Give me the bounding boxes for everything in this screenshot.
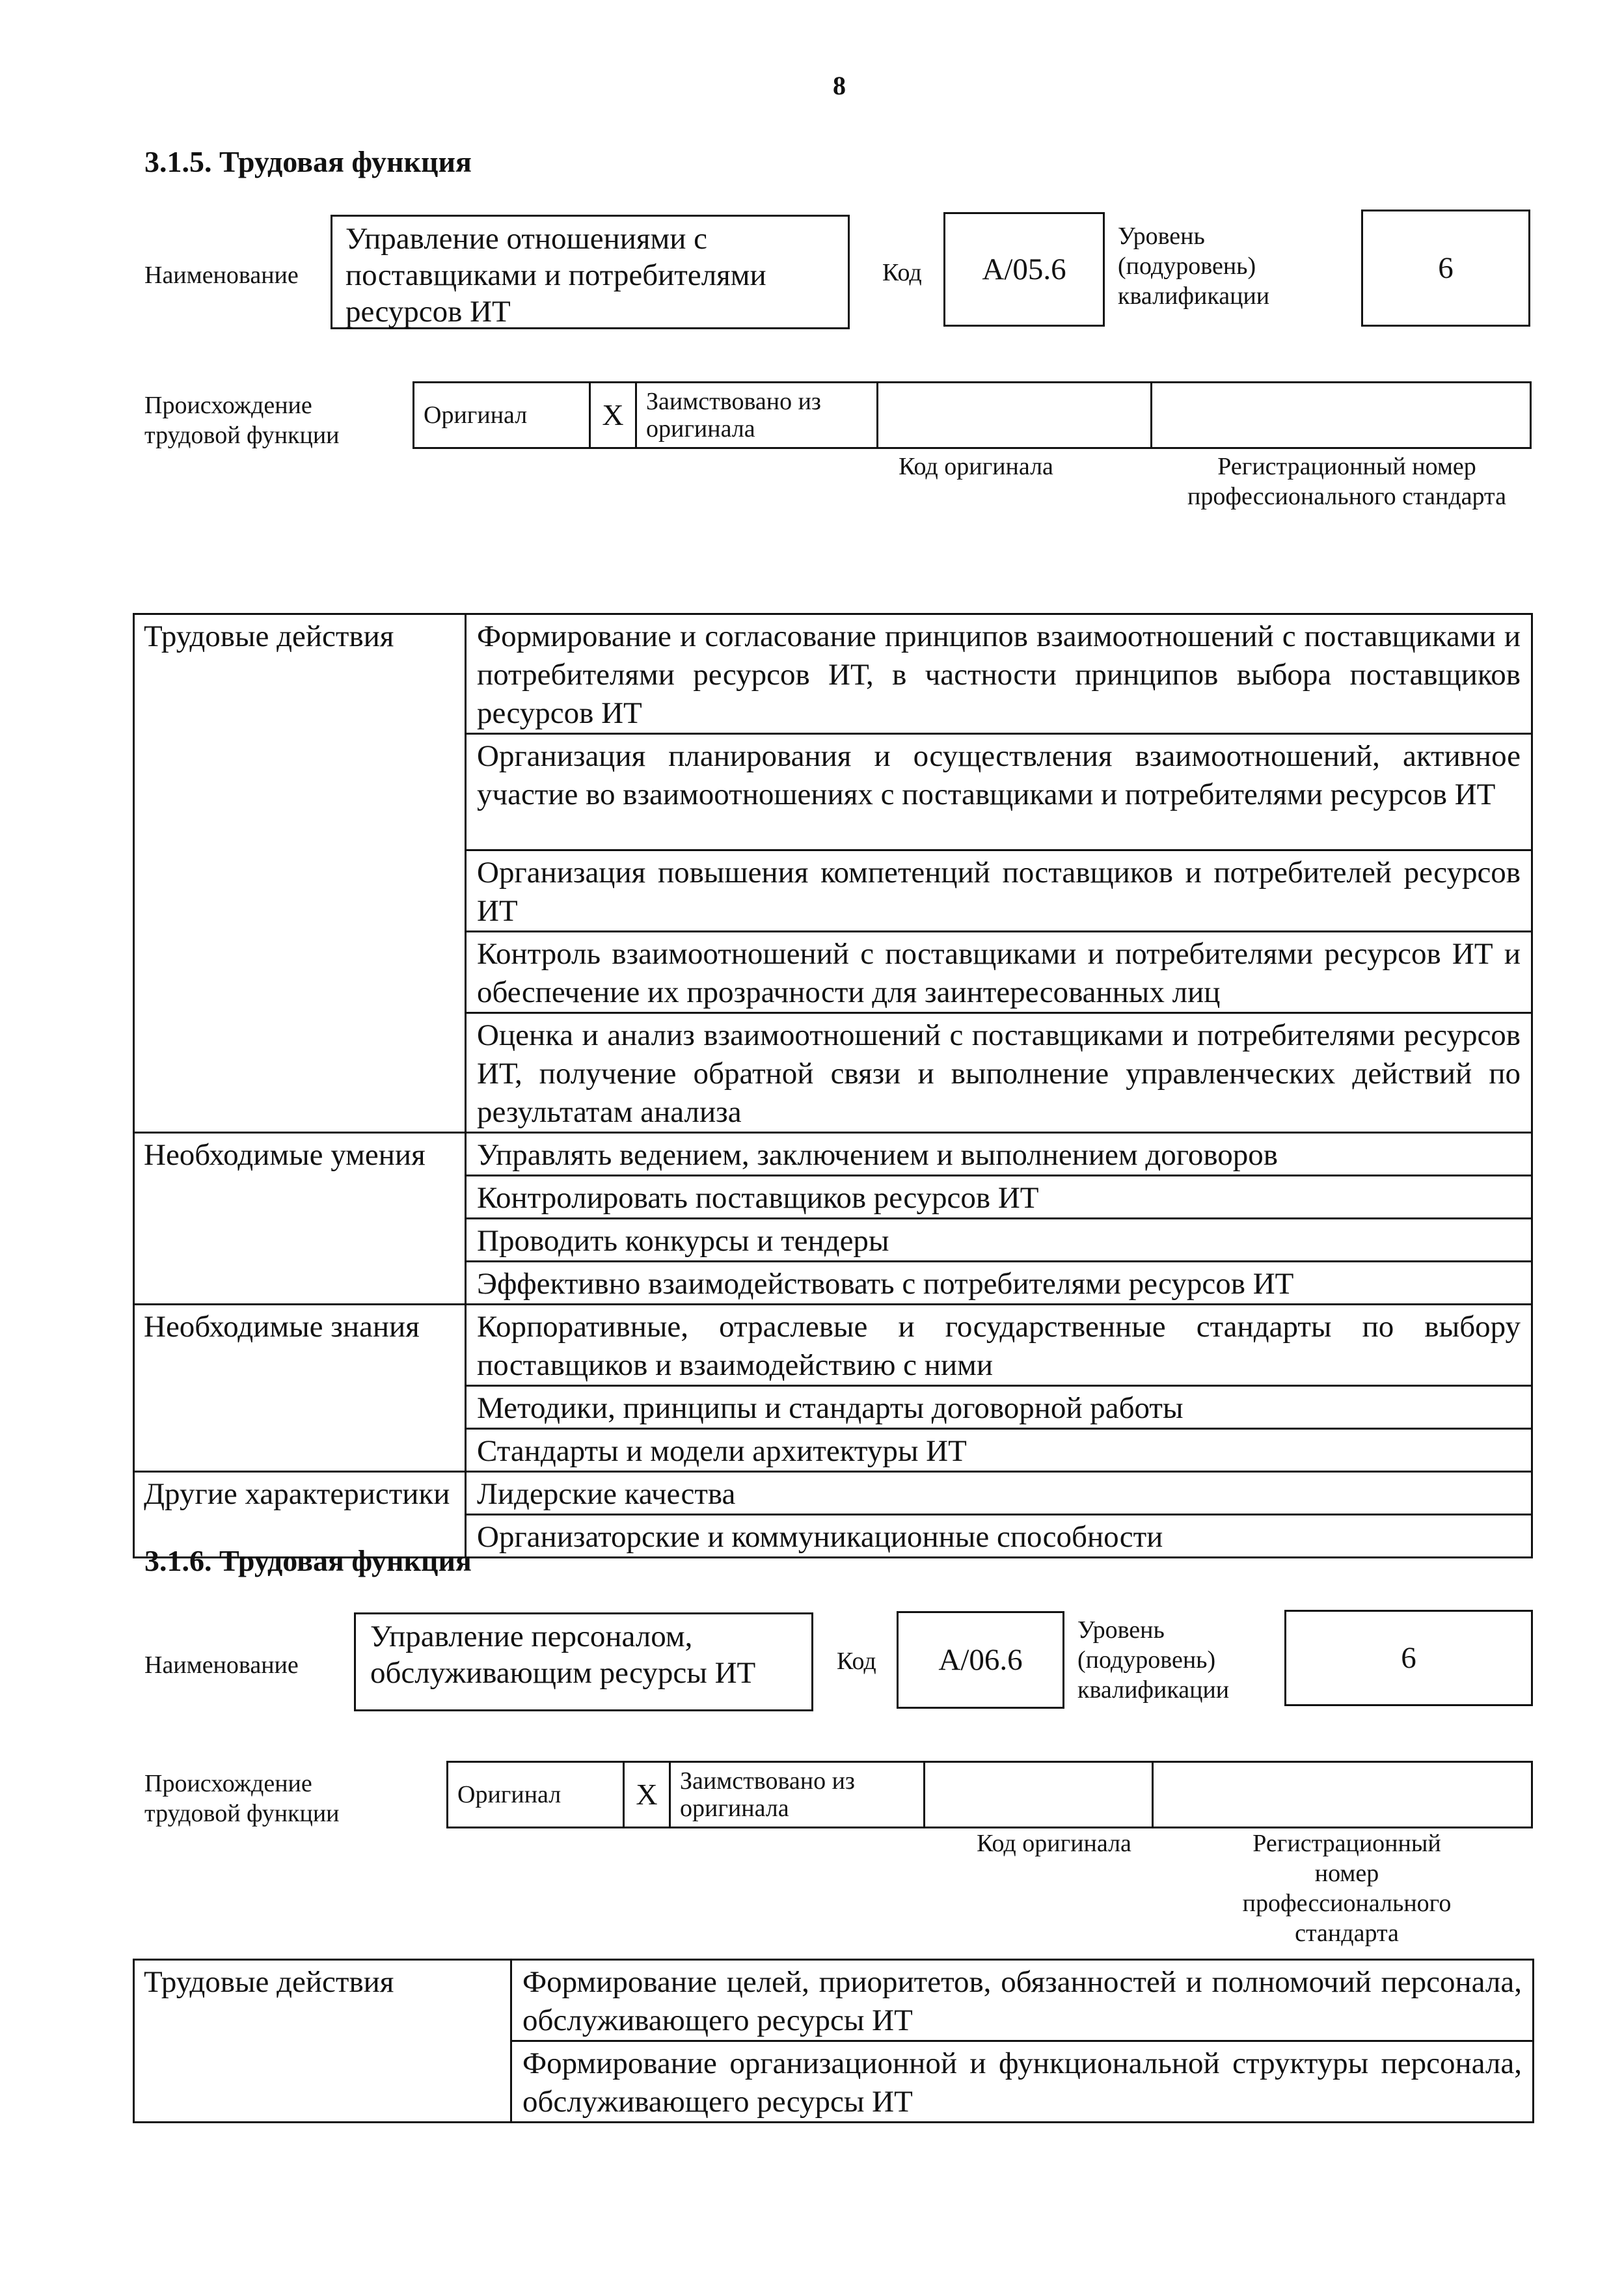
reg-number-cell	[1152, 383, 1531, 448]
borrowed-cell: Заимствовано из оригинала	[670, 1762, 925, 1828]
origin-label: Происхождение трудовой функции	[144, 392, 340, 449]
category-required-knowledge: Необходимые знания	[134, 1305, 466, 1472]
original-cell: Оригинал	[414, 383, 590, 448]
table-cell-item: Эффективно взаимодействовать с потребителями ресурсов ИТ	[466, 1262, 1532, 1305]
table-cell-item: Организация планирования и осуществления взаимоотношений, активное участие во взаимоотношениях с поставщиками и потребителями ресурсов ИТ	[466, 734, 1532, 850]
code-label: Код	[837, 1648, 876, 1675]
reg-number-caption: Регистрационный номер профессионального стандарта	[1242, 1830, 1452, 1947]
reg-number-cell	[1153, 1762, 1532, 1828]
level-label: Уровень (подуровень) квалификации	[1077, 1616, 1230, 1704]
function-details-table-3-1-5	[133, 613, 1533, 1558]
table-cell-item: Оценка и анализ взаимоотношений с поставщиками и потребителями ресурсов ИТ, получение обратной связи и выполнение управленческих действий по результатам анализа	[466, 1013, 1532, 1133]
code-original-caption: Код оригинала	[977, 1830, 1131, 1857]
function-name-box	[331, 215, 850, 329]
code-original-cell	[878, 383, 1152, 448]
table-cell-item: Корпоративные, отраслевые и государственные стандарты по выбору поставщиков и взаимодействию с ними	[466, 1305, 1532, 1386]
table-cell-item: Организация повышения компетенций поставщиков и потребителей ресурсов ИТ	[466, 850, 1532, 932]
function-details-table-3-1-6	[133, 1959, 1534, 2123]
function-name-box	[354, 1612, 813, 1711]
code-box	[943, 212, 1105, 327]
category-labor-actions: Трудовые действия	[134, 1960, 511, 2123]
original-mark: X	[624, 1762, 670, 1828]
reg-number-caption: Регистрационный номер профессионального стандарта	[1187, 453, 1506, 510]
name-label: Наименование	[144, 262, 299, 289]
table-cell-item: Управлять ведением, заключением и выполнением договоров	[466, 1133, 1532, 1176]
code-label: Код	[882, 259, 922, 286]
code-value: A/05.6	[982, 252, 1066, 286]
original-cell: Оригинал	[448, 1762, 624, 1828]
table-cell-item: Методики, принципы и стандарты договорной работы	[466, 1386, 1532, 1429]
table-cell-item: Лидерские качества	[466, 1472, 1532, 1515]
code-value: A/06.6	[938, 1643, 1023, 1677]
category-other-characteristics: Другие характеристики	[134, 1472, 466, 1558]
code-original-caption: Код оригинала	[899, 453, 1053, 480]
origin-table	[413, 381, 1532, 449]
table-cell-item: Стандарты и модели архитектуры ИТ	[466, 1429, 1532, 1472]
table-cell-item: Контроль взаимоотношений с поставщиками и потребителями ресурсов ИТ и обеспечение их прозрачности для заинтересованных лиц	[466, 932, 1532, 1013]
function-name-value: Управление отношениями с поставщиками и потребителями ресурсов ИТ	[345, 222, 766, 329]
original-mark: X	[590, 383, 636, 448]
section-heading-3-1-6: 3.1.6. Трудовая функция	[144, 1544, 472, 1577]
table-cell-item: Формирование целей, приоритетов, обязанностей и полномочий персонала, обслуживающего ресурсы ИТ	[511, 1960, 1534, 2041]
origin-label: Происхождение трудовой функции	[144, 1770, 340, 1827]
origin-table	[446, 1761, 1533, 1828]
section-heading-3-1-5: 3.1.5. Трудовая функция	[144, 145, 472, 178]
level-value: 6	[1401, 1641, 1416, 1675]
function-name-value: Управление персоналом, обслуживающим ресурсы ИТ	[370, 1620, 756, 1690]
category-labor-actions: Трудовые действия	[134, 614, 466, 1133]
table-cell-item: Формирование и согласование принципов взаимоотношений с поставщиками и потребителями ресурсов ИТ, в частности принципов выбора поставщиков ресурсов ИТ	[466, 614, 1532, 734]
table-cell-item: Формирование организационной и функциональной структуры персонала, обслуживающего ресурсы ИТ	[511, 2041, 1534, 2123]
page-number: 8	[833, 71, 846, 100]
name-label: Наименование	[144, 1651, 299, 1679]
category-required-skills: Необходимые умения	[134, 1133, 466, 1305]
borrowed-cell: Заимствовано из оригинала	[636, 383, 878, 448]
table-cell-item: Организаторские и коммуникационные способности	[466, 1515, 1532, 1558]
level-value: 6	[1438, 251, 1454, 285]
code-original-cell	[925, 1762, 1153, 1828]
code-box	[897, 1611, 1064, 1709]
level-box	[1284, 1610, 1533, 1706]
table-cell-item: Контролировать поставщиков ресурсов ИТ	[466, 1176, 1532, 1219]
level-box	[1361, 210, 1530, 327]
table-cell-item: Проводить конкурсы и тендеры	[466, 1219, 1532, 1262]
level-label: Уровень (подуровень) квалификации	[1118, 223, 1270, 310]
